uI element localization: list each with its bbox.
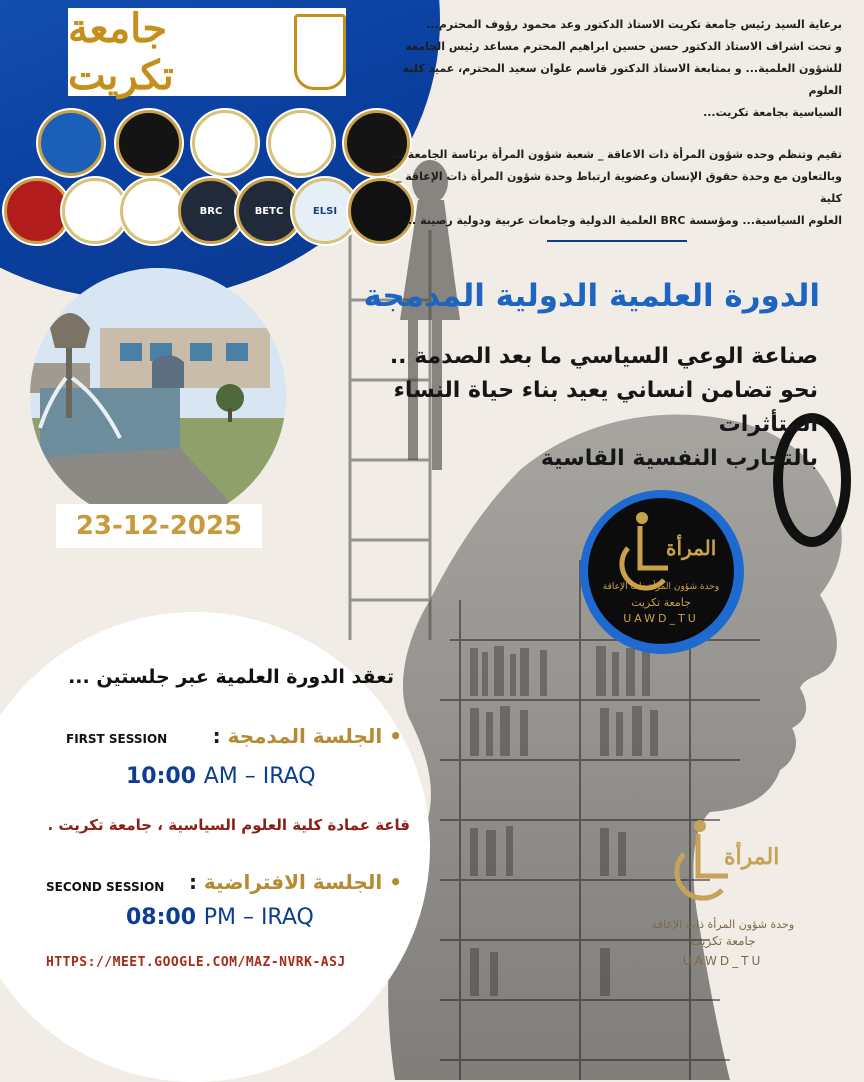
unit-watermark-university: جامعة تكريت [690, 934, 756, 948]
first-session-time-suffix: AM – IRAQ [203, 764, 316, 789]
course-title: الدورة العلمية الدولية المدمجة [363, 278, 820, 314]
partner-badge-icon [4, 178, 70, 244]
event-date: 23-12-2025 [56, 504, 262, 548]
unit-logo-mark: المرأة [666, 536, 717, 560]
university-emblem-icon [294, 14, 346, 90]
second-session-name: الجلسة الافتراضية [203, 870, 383, 894]
second-session-time-value: 08:00 [126, 905, 197, 930]
college-building-photo [30, 268, 286, 524]
subtitle-line: نحو تضامن انساني يعيد بناء حياة النساء المتأثرات [393, 378, 818, 437]
partner-badge-icon: BRC [178, 178, 244, 244]
second-session-time [126, 905, 314, 930]
university-logo [68, 5, 346, 99]
first-session-time [126, 764, 316, 789]
partner-badge-icon [268, 110, 334, 176]
divider-rule [547, 240, 687, 242]
first-session-label-en: FIRST SESSION [66, 732, 168, 746]
second-session-time-suffix: PM – IRAQ [203, 905, 314, 930]
subtitle-line: صناعة الوعي السياسي ما بعد الصدمة .. [389, 344, 818, 369]
unit-watermark-name: وحدة شؤون المرأة ذات الإعاقة [651, 918, 795, 931]
unit-logo-watermark [648, 818, 798, 978]
university-logo-text: جامعة تكريت [68, 5, 174, 99]
unit-logo [588, 498, 734, 644]
patronage-line: السياسية بجامعة تكريت... [703, 106, 842, 119]
course-subtitle [290, 340, 818, 476]
second-session-label-ar: • الجلسة الافتراضية : [188, 870, 402, 894]
organizers-line: تقيم وتنظم وحده شؤون المرأة ذات الاعاقة _ شعبة شؤون المرأة برئاسة الجامعة ... [391, 148, 842, 161]
organizers-line: العلوم السياسية... ومؤسسة BRC العلمية الدولية وجامعات عربية ودولية رصينة ... [403, 214, 842, 227]
meeting-link[interactable]: HTTPS://MEET.GOOGLE.COM/MAZ-NVRK-ASJ [46, 955, 346, 970]
partner-badge-icon: BETC [236, 178, 302, 244]
unit-logo-university: جامعة تكريت [631, 596, 691, 609]
second-session-label-en: SECOND SESSION [46, 880, 165, 894]
sessions-intro: تعقد الدورة العلمية عبر جلستين ... [68, 666, 394, 688]
unit-watermark-mark: المرأة [724, 844, 780, 870]
patronage-line: و تحت اشراف الاستاذ الدكتور حسن حسين ابراهيم المحترم مساعد رئيس الجامعة [405, 40, 842, 53]
subtitle-line: بالتجارب النفسية القاسية [540, 446, 818, 471]
unit-watermark-code: UAWD_TU [682, 954, 764, 968]
first-session-location: قاعة عمادة كلية العلوم السياسية ، جامعة تكريت . [47, 816, 410, 834]
partner-badge-icon [62, 178, 128, 244]
patronage-text [382, 14, 842, 124]
partner-badge-icon [116, 110, 182, 176]
bullet: • [389, 724, 402, 748]
organizers-line: وبالتعاون مع وحدة حقوق الإنسان وعضوية ارتباط وحدة شؤون المرأة ذات الإعاقة _ كلية [395, 170, 842, 205]
partner-badge-icon [192, 110, 258, 176]
patronage-line: للشؤون العلمية... و بمتابعة الاستاذ الدكتور قاسم علوان سعيد المحترم، عميد كلية العلوم [402, 62, 842, 97]
organizers-text [382, 144, 842, 232]
bullet: • [389, 870, 402, 894]
partner-badge-icon: ELSI [292, 178, 358, 244]
partner-badge-icon [38, 110, 104, 176]
unit-logo-code: UAWD_TU [623, 612, 699, 625]
unit-logo-name: وحدة شؤون المرأة ذات الإعاقة [602, 582, 720, 592]
partner-badge-icon [120, 178, 186, 244]
first-session-time-value: 10:00 [126, 764, 197, 789]
first-session-name: الجلسة المدمجة [227, 724, 383, 748]
patronage-line: برعاية السيد رئيس جامعة تكريت الاستاذ الدكتور وعد محمود رؤوف المحترم... [426, 18, 842, 31]
building-illustration [30, 268, 286, 524]
first-session-label-ar: • الجلسة المدمجة : [212, 724, 402, 748]
